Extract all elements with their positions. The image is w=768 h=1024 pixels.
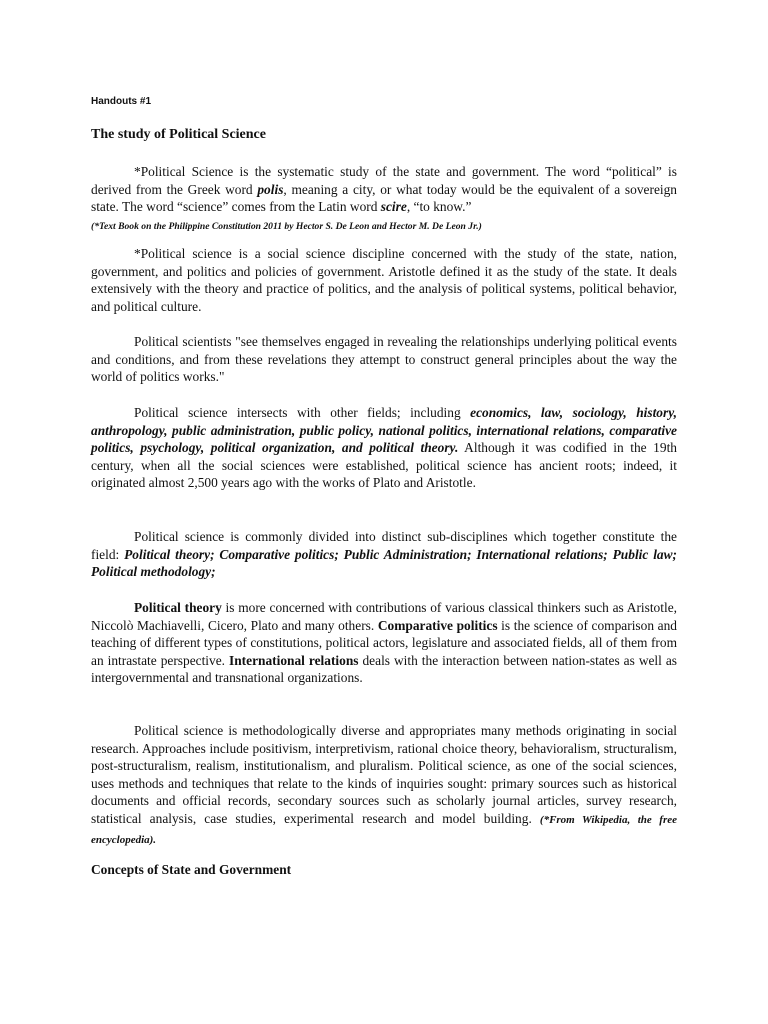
p7-text-1: Political science is methodologically diverse and appropriates many methods originating in social research. Approaches include positivism, interpretivism, rational choice theory, behavioralism, structuralism, post-structuralism, realism, institutionalism, and pluralism. Political science, as one of the social sciences, uses methods and techniques that relate to the kinds of inquiries sought: primary sources such as historical documents and official records, secondary sources such as scholarly journal articles, survey research, statistical analysis, case studies, experimental research and model building. (91, 723, 677, 826)
paragraph-sub-disciplines (91, 528, 677, 581)
paragraph-methodology (91, 722, 677, 849)
section-heading-concepts: Concepts of State and Government (91, 862, 292, 877)
p1-text-1: *Political Science is the systematic study of the state and government. The word “political” is derived from the Greek word (91, 164, 677, 197)
p4-text-2: Although it was codified in the 19th century, when all the social sciences were established, political science has ancient roots; indeed, it originated almost 2,500 years ago with the works of Plato and Aristotle. (91, 440, 677, 491)
page-title: The study of Political Science (91, 127, 266, 142)
term-comparative-politics: Comparative politics (377, 617, 498, 633)
p6-text-1: is more concerned with contributions of various classical thinkers such as Aristotle, Niccolò Machiavelli, Cicero, Plato and many others. (91, 600, 677, 633)
paragraph-social-science: *Political science is a social science discipline concerned with the study of the state, nation, government, and politics and policies of government. Aristotle defined it as the study of the state. It deals extensively with the theory and practice of politics, and the analysis of political systems, political behavior, and political culture. (91, 246, 677, 314)
term-polis: polis (257, 181, 284, 197)
term-scire: scire (380, 199, 407, 215)
p5-text-1: Political science is commonly divided into distinct sub-disciplines which together constitute the field: (91, 529, 677, 562)
paragraph-political-scientists: Political scientists "see themselves engaged in revealing the relationships underlying political events and conditions, and from these revelations they attempt to construct general principles about the way the world of politics works." (91, 334, 677, 385)
related-fields-list: economics, law, sociology, history, anthropology, public administration, public policy, national politics, international relations, comparative politics, psychology, political organization, and political theory. (91, 405, 678, 456)
p6-text-3: deals with the interaction between nation-states as well as intergovernmental and transnational organizations. (91, 652, 678, 686)
p1-text-2: , meaning a city, or what today would be the equivalent of a sovereign state. The word “science” comes from the Latin word (91, 181, 677, 215)
term-political-theory: Political theory (134, 600, 222, 615)
p6-text-2: is the science of comparison and teaching of different types of constitutions, political actors, legislature and associated fields, all of them from an intrastate perspective. (91, 617, 677, 668)
paragraph-intersects (91, 404, 677, 492)
wikipedia-citation: (*From Wikipedia, the free encyclopedia). (91, 813, 678, 846)
handout-label: Handouts #1 (91, 96, 152, 107)
p1-text-3: , “to know.” (406, 199, 472, 215)
sub-disciplines-list: Political theory; Comparative politics; Public Administration; International relations; Public law; Political methodology; (91, 546, 677, 580)
p4-text-1: Political science intersects with other fields; including (134, 405, 471, 420)
term-international-relations: International relations (229, 652, 359, 668)
paragraph-definition (91, 163, 677, 235)
textbook-citation: (*Text Book on the Philippine Constitution 2011 by Hector S. De Leon and Hector M. De Leon Jr.) (91, 220, 482, 232)
paragraph-sub-discipline-details (91, 599, 677, 687)
